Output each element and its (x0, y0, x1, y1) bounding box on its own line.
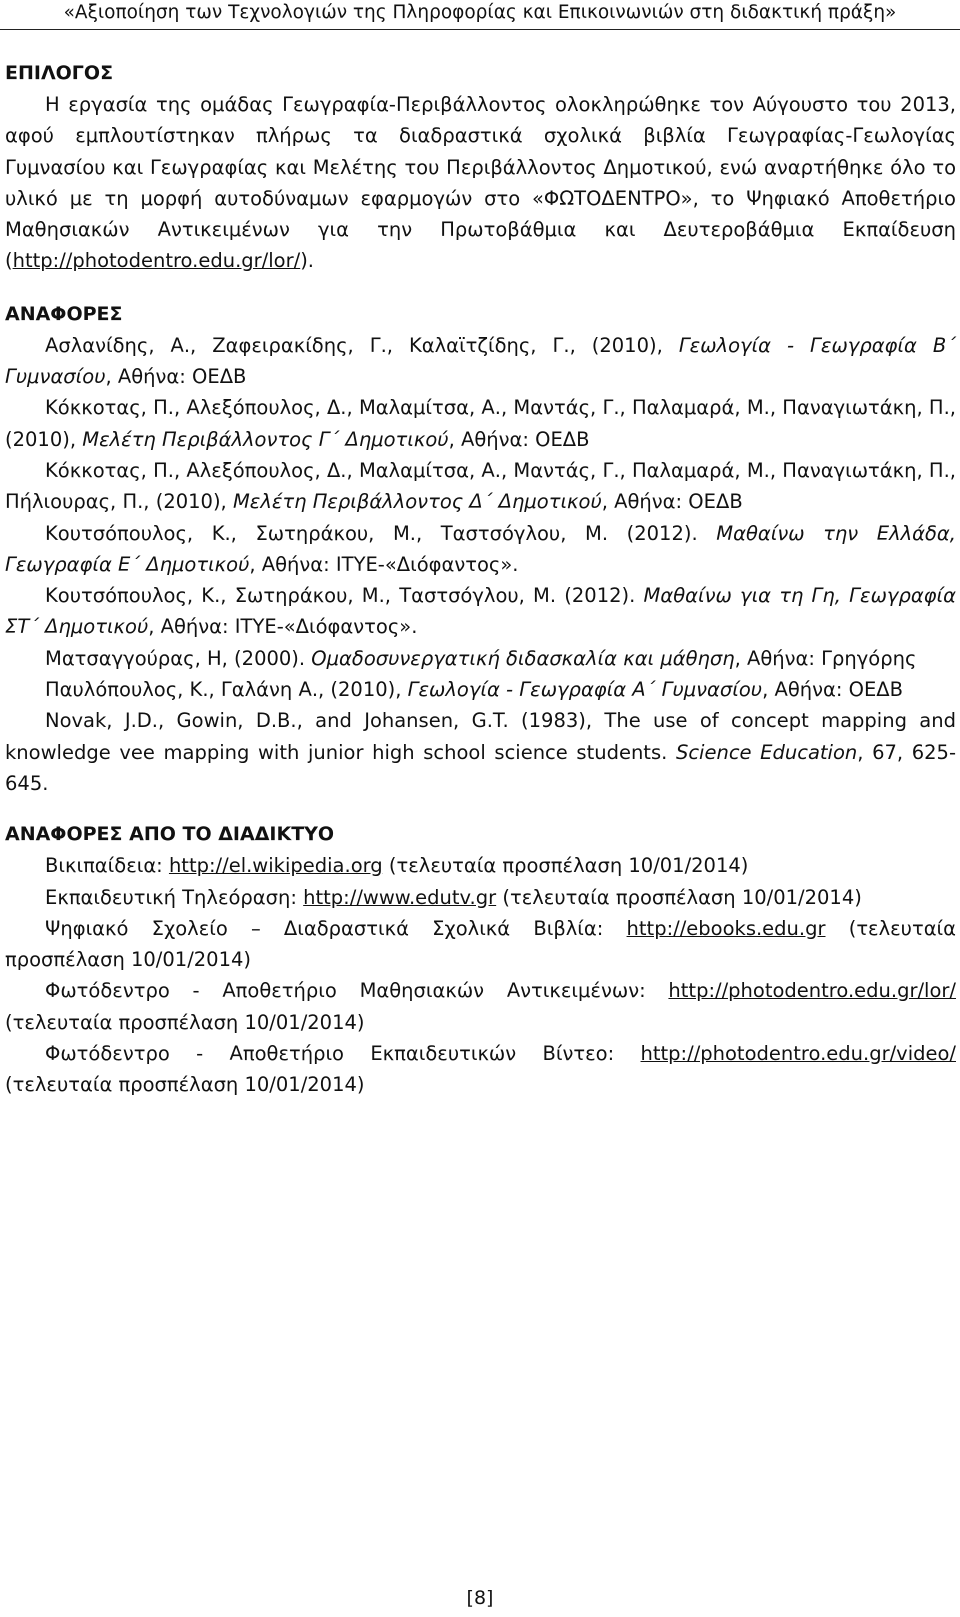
reference-title: Science Education (675, 740, 858, 764)
web-reference-item: Φωτόδεντρο - Αποθετήριο Μαθησιακών Αντικειμένων: http://photodentro.edu.gr/lor/ (τελευταία προσπέλαση 10/01/2014) (5, 979, 956, 1034)
reference-title: Μελέτη Περιβάλλοντος Γ΄ Δημοτικού (82, 427, 449, 451)
reference-item: Novak, J.D., Gowin, D.B., and Johansen, G.T. (1983), The use of concept mapping and knowledge vee mapping with junior high school science students. Science Education, 67, 625-645. (5, 709, 956, 795)
web-reference-item: Εκπαιδευτική Τηλεόραση: http://www.edutv.gr (τελευταία προσπέλαση 10/01/2014) (45, 885, 862, 909)
header-title: «Αξιοποίηση των Τεχνολογιών της Πληροφορίας και Επικοινωνιών στη διδακτική πράξη» (63, 2, 897, 23)
photodentro-lor-web-link[interactable]: http://photodentro.edu.gr/lor/ (668, 979, 956, 1003)
reference-title: Γεωλογία - Γεωγραφία Β΄ Γυμνασίου (5, 333, 956, 389)
photodentro-video-link[interactable]: http://photodentro.edu.gr/video/ (640, 1042, 956, 1066)
web-reference-item: Φωτόδεντρο - Αποθετήριο Εκπαιδευτικών Βίντεο: http://photodentro.edu.gr/video/ (τελευταία προσπέλαση 10/01/2014) (5, 1042, 956, 1097)
ebooks-link[interactable]: http://ebooks.edu.gr (626, 916, 826, 940)
web-reference-item: Ψηφιακό Σχολείο – Διαδραστικά Σχολικά Βιβλία: http://ebooks.edu.gr (τελευταία προσπέλαση 10/01/2014) (5, 916, 957, 972)
reference-item: Ματσαγγούρας, Η, (2000). Ομαδοσυνεργατική διδασκαλία και μάθηση, Αθήνα: Γρηγόρης (45, 646, 917, 670)
reference-title: Μαθαίνω την Ελλάδα, Γεωγραφία Ε΄ Δημοτικού (5, 521, 956, 576)
page-number: [8] (466, 1587, 494, 1609)
reference-item: Κουτσόπουλος, Κ., Σωτηράκου, Μ., Ταστσόγλου, Μ. (2012). Μαθαίνω για τη Γη, Γεωγραφία ΣΤ΄ Δημοτικού, Αθήνα: ΙΤΥΕ-«Διόφαντος». (5, 584, 956, 639)
epilogue-paragraph (5, 89, 956, 277)
page-header (0, 0, 960, 30)
reference-item: Κόκκοτας, Π., Αλεξόπουλος, Δ., Μαλαμίτσα, Α., Μαντάς, Γ., Παλαμαρά, Μ., Παναγιωτάκη, Π., (2010), Μελέτη Περιβάλλοντος Γ΄ Δημοτικού, Αθήνα: ΟΕΔΒ (5, 396, 956, 451)
wikipedia-link[interactable]: http://el.wikipedia.org (168, 854, 383, 878)
reference-title: Μελέτη Περιβάλλοντος Δ΄ Δημοτικού (232, 490, 602, 514)
reference-title: Γεωλογία - Γεωγραφία Α΄ Γυμνασίου (407, 678, 763, 702)
reference-title: Ομαδοσυνεργατική διδασκαλία και μάθηση (311, 646, 735, 670)
reference-item: Κόκκοτας, Π., Αλεξόπουλος, Δ., Μαλαμίτσα, Α., Μαντάς, Γ., Παλαμαρά, Μ., Παναγιωτάκη, Π., Πήλιουρας, Π., (2010), Μελέτη Περιβάλλοντος Δ΄ Δημοτικού, Αθήνα: ΟΕΔΒ (5, 458, 956, 514)
web-reference-item: Βικιπαίδεια: http://el.wikipedia.org (τελευταία προσπέλαση 10/01/2014) (45, 854, 749, 878)
reference-item: Παυλόπουλος, Κ., Γαλάνη Α., (2010), Γεωλογία - Γεωγραφία Α΄ Γυμνασίου, Αθήνα: ΟΕΔΒ (45, 678, 904, 702)
photodentro-lor-link[interactable]: http://photodentro.edu.gr/lor/ (12, 249, 301, 273)
web-references-heading: ΑΝΑΦΟΡΕΣ ΑΠΟ ΤΟ ΔΙΑΔΙΚΤΥΟ (5, 823, 335, 846)
reference-item: Κουτσόπουλος, Κ., Σωτηράκου, Μ., Ταστσόγλου, Μ. (2012). Μαθαίνω την Ελλάδα, Γεωγραφία Ε΄ Δημοτικού, Αθήνα: ΙΤΥΕ-«Διόφαντος». (5, 521, 956, 576)
document-body (5, 58, 956, 1101)
epilogue-text: Η εργασία της ομάδας Γεωγραφία-Περιβάλλοντος ολοκληρώθηκε τον Αύγουστο του 2013, αφού εμπλουτίστηκαν πλήρως τα διαδραστικά σχολικά βιβλία Γεωγραφίας-Γεωλογίας Γυμνασίου και Γεωγραφίας και Μελέτης του Περιβάλλοντος Δημοτικού, ενώ αναρτήθηκε όλο το υλικό με τη μορφή αυτοδύναμων εφαρμογών στο «ΦΩΤΟΔΕΝΤΡΟ», το Ψηφιακό Αποθετήριο Μαθησιακών Αντικειμένων για την Πρωτοβάθμια και Δευτεροβάθμια Εκπαίδευση ( (5, 93, 956, 273)
edutv-link[interactable]: http://www.edutv.gr (303, 885, 497, 909)
reference-title: Μαθαίνω για τη Γη, Γεωγραφία ΣΤ΄ Δημοτικού (5, 584, 956, 639)
epilogue-after: ). (300, 249, 314, 273)
references-heading: ΑΝΑΦΟΡΕΣ (5, 302, 123, 325)
reference-item: Ασλανίδης, Α., Ζαφειρακίδης, Γ., Καλαϊτζίδης, Γ., (2010), Γεωλογία - Γεωγραφία Β΄ Γυμνασίου, Αθήνα: ΟΕΔΒ (5, 333, 956, 389)
epilogue-heading: ΕΠΙΛΟΓΟΣ (5, 62, 114, 84)
